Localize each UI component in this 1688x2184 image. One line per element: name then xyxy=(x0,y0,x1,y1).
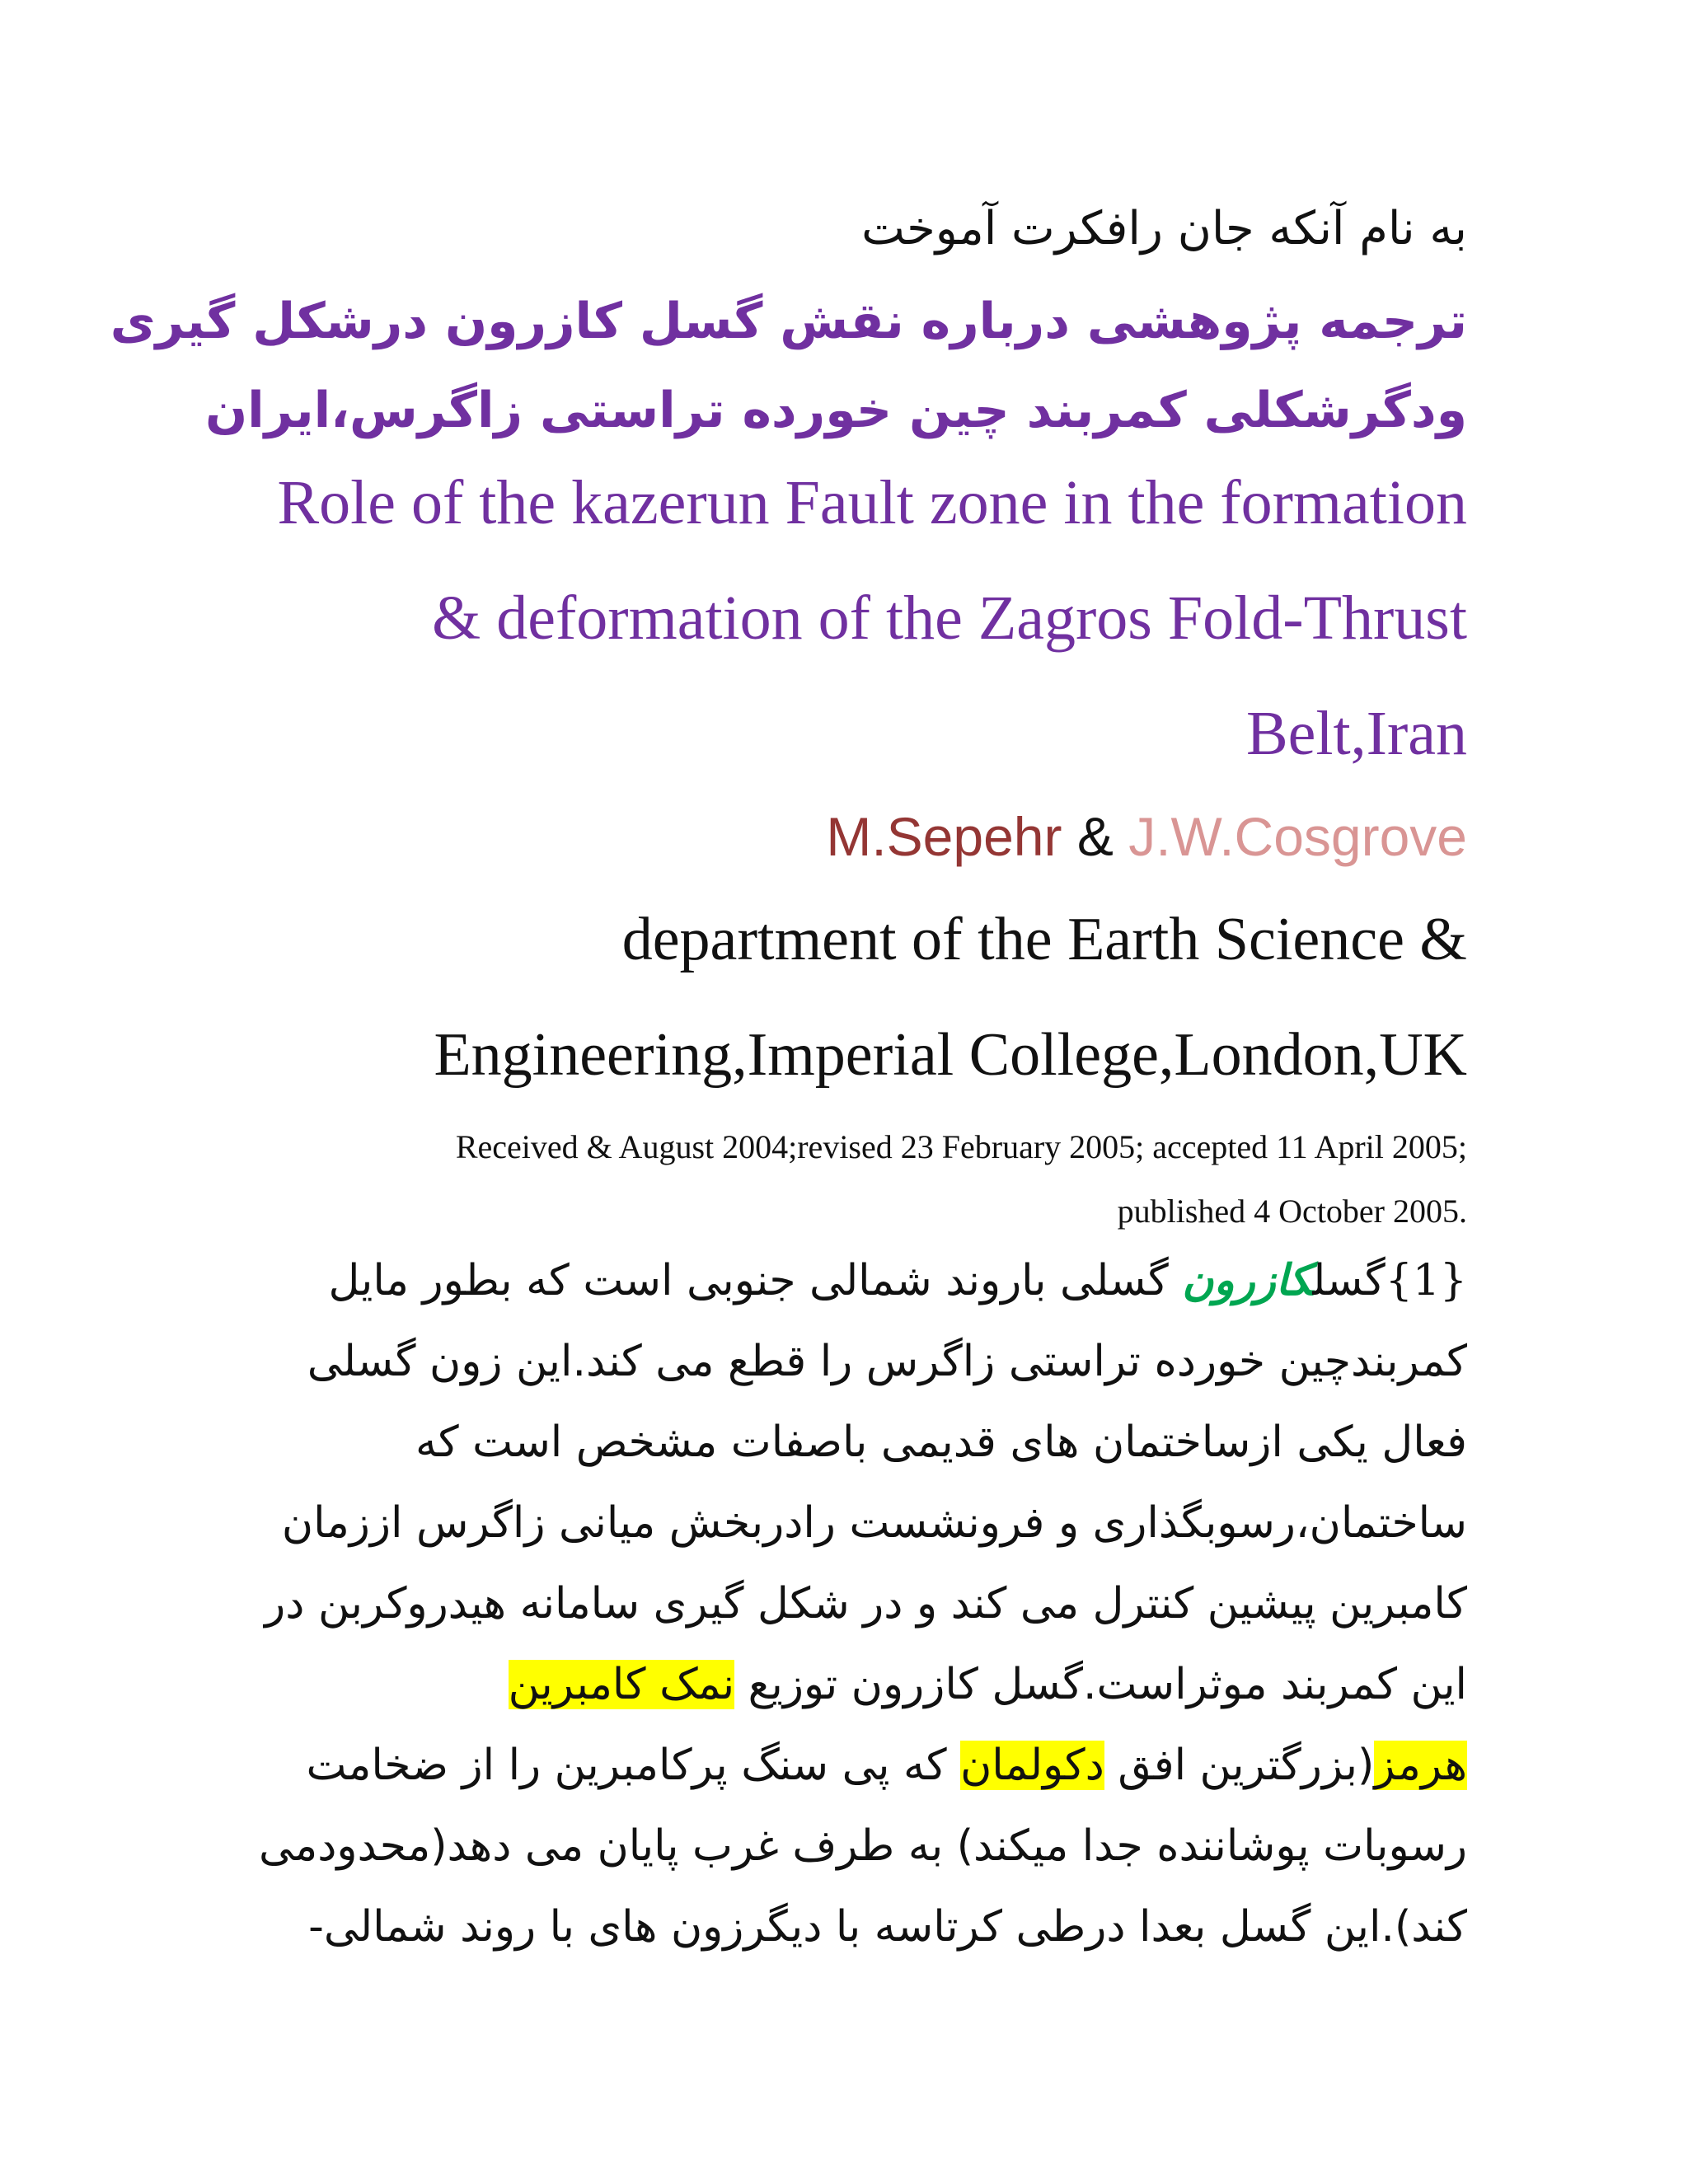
term-kazerun: کازرون xyxy=(1182,1256,1313,1305)
dates-line-1: Received & August 2004;revised 23 February 2005; accepted 11 April 2005; xyxy=(455,1128,1467,1165)
body-line-2: کمربندچین خورده تراستی زاگرس را قطع می کند.این زون گسلی xyxy=(307,1337,1467,1386)
highlight-decollement: دکولمان xyxy=(960,1741,1104,1790)
persian-title-line-1: ترجمه پژوهشی درباره نقش گسل کازرون درشکل گیری xyxy=(110,293,1467,350)
body-line-1-rest: گسلی باروند شمالی جنوبی است که بطور مایل xyxy=(328,1256,1183,1305)
body-line-5: کامبرین پیشین کنترل می کند و در شکل گیری سامانه هیدروکربن در xyxy=(265,1579,1467,1629)
dates-line-2: published 4 October 2005. xyxy=(1117,1193,1467,1230)
author-sepehr: M.Sepehr xyxy=(826,806,1062,867)
body-line-7 xyxy=(181,1729,1467,1802)
highlight-hormuz: هرمز xyxy=(1374,1741,1467,1790)
bismillah-heading: به نام آنکه جان رافکرت آموخت xyxy=(861,202,1467,255)
body-line-6-start: این کمربند موثراست.گسل کازرون توزیع xyxy=(734,1660,1467,1709)
body-line-1-start: گسل xyxy=(1312,1256,1386,1305)
persian-title-line-2: ودگرشکلی کمربند چین خورده تراستی زاگرس،ایران xyxy=(204,382,1467,439)
author-separator: & xyxy=(1076,806,1114,867)
body-line-1 xyxy=(181,1244,1467,1317)
body-line-7-mid: (بزرگترین افق xyxy=(1104,1741,1375,1790)
english-title-line-1: Role of the kazerun Fault zone in the formation xyxy=(277,468,1467,537)
affiliation-line-1: department of the Earth Science & xyxy=(621,906,1467,973)
body-line-4: ساختمان،رسوبگذاری و فرونشست رادربخش میانی زاگرس اززمان xyxy=(281,1498,1467,1548)
body-line-6 xyxy=(181,1648,1467,1721)
footnote-number: {1} xyxy=(1385,1256,1467,1305)
body-line-8: رسوبات پوشاننده جدا میکند) به طرف غرب پایان می دهد(محدودمی xyxy=(259,1821,1467,1871)
affiliation-line-2: Engineering,Imperial College,London,UK xyxy=(434,1021,1467,1089)
author-cosgrove: J.W.Cosgrove xyxy=(1128,806,1467,867)
body-line-9: کند).این گسل بعدا درطی کرتاسه با دیگرزون های با روند شمالی- xyxy=(308,1902,1467,1952)
authors-line xyxy=(181,799,1467,874)
body-line-7-rest: که پی سنگ پرکامبرین را از ضخامت xyxy=(306,1741,961,1790)
highlight-cambrian-salt: نمک کامبرین xyxy=(508,1660,735,1709)
body-line-3: فعال یکی ازساختمان های قدیمی باصفات مشخص است که xyxy=(415,1418,1467,1467)
english-title-line-2: & deformation of the Zagros Fold-Thrust xyxy=(432,583,1467,653)
english-title-line-3: Belt,Iran xyxy=(1245,699,1467,768)
